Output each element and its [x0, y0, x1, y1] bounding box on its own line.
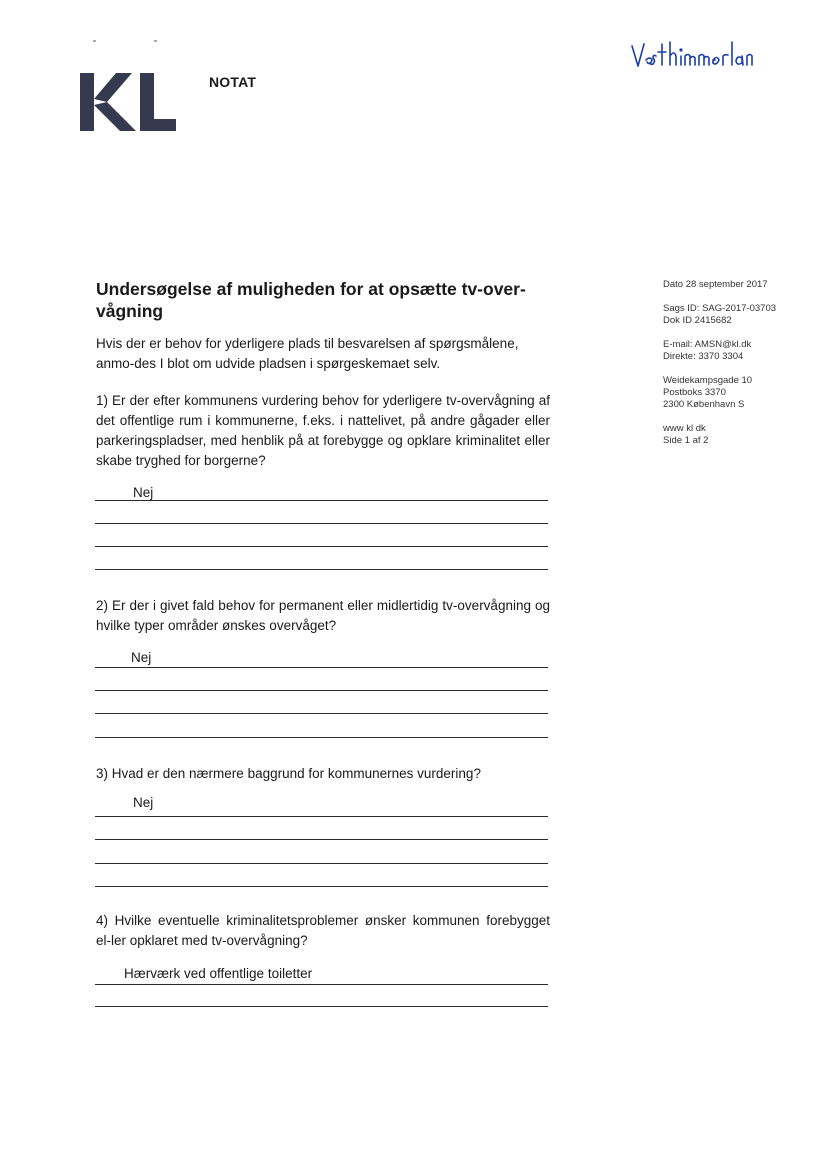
question-3: 3) Hvad er den nærmere baggrund for kommunernes vurdering?: [96, 766, 481, 781]
meta-sags-id: Sags ID: SAG-2017-03703: [663, 303, 777, 314]
answer-line: [95, 500, 548, 501]
meta-email: E-mail: AMSN@kl.dk: [663, 339, 752, 350]
meta-page: Side 1 af 2: [663, 435, 709, 446]
answer-3: Nej: [133, 795, 154, 810]
answer-line: [95, 886, 548, 887]
meta-web: www kl dk: [663, 423, 706, 434]
answer-line: [95, 546, 548, 547]
answer-line: [95, 713, 548, 714]
meta-city: 2300 København S: [663, 399, 745, 410]
answer-line: [95, 569, 548, 570]
meta-dato: Dato 28 september 2017: [663, 279, 768, 290]
question-4: 4) Hvilke eventuelle kriminalitetsproblemer ønsker kommunen forebygget el-ler opklaret med tv-overvågning?: [96, 913, 550, 948]
document-title: Undersøgelse af muligheden for at opsætte tv-over-vågning: [96, 279, 526, 321]
meta-dok-id: Dok ID 2415682: [663, 315, 732, 326]
intro-paragraph: Hvis der er behov for yderligere plads til besvarelsen af spørgsmålene, anmo-des I blot om udvide pladsen i spørgeskemaet selv.: [96, 336, 519, 371]
answer-1: Nej: [133, 485, 154, 500]
handwritten-signature: [630, 38, 755, 76]
answer-2: Nej: [131, 650, 152, 665]
answer-4: Hærværk ved offentlige toiletter: [124, 966, 313, 981]
answer-line: [95, 984, 548, 985]
answer-line: [95, 667, 548, 668]
question-1: 1) Er der efter kommunens vurdering behov for yderligere tv-overvågning af det offentlige rum i kommunerne, f.eks. i nattelivet, på andre gågader eller parkeringspladser, med henblik på at forebygge og opklare kriminalitet eller skabe tryghed for borgerne?: [96, 393, 550, 468]
document-type-label: NOTAT: [209, 74, 257, 90]
answer-line: [95, 863, 548, 864]
answer-line: [95, 523, 548, 524]
meta-date-block: [663, 279, 813, 291]
question-2: 2) Er der i givet fald behov for permanent eller midlertidig tv-overvågning og hvilke typer områder ønskes overvåget?: [96, 598, 550, 633]
answer-line: [95, 690, 548, 691]
meta-address-block: [663, 375, 813, 411]
meta-postboks: Postboks 3370: [663, 387, 726, 398]
kl-logo: [80, 73, 176, 133]
scan-speck: [154, 40, 157, 42]
meta-case-block: [663, 303, 813, 327]
meta-direkte: Direkte: 3370 3304: [663, 351, 744, 362]
scan-speck: [93, 40, 96, 42]
meta-web-block: [663, 423, 813, 447]
meta-street: Weidekampsgade 10: [663, 375, 753, 386]
answer-line: [95, 839, 548, 840]
meta-contact-block: [663, 339, 813, 363]
answer-line: [95, 737, 548, 738]
answer-line: [95, 1006, 548, 1007]
answer-line: [95, 816, 548, 817]
